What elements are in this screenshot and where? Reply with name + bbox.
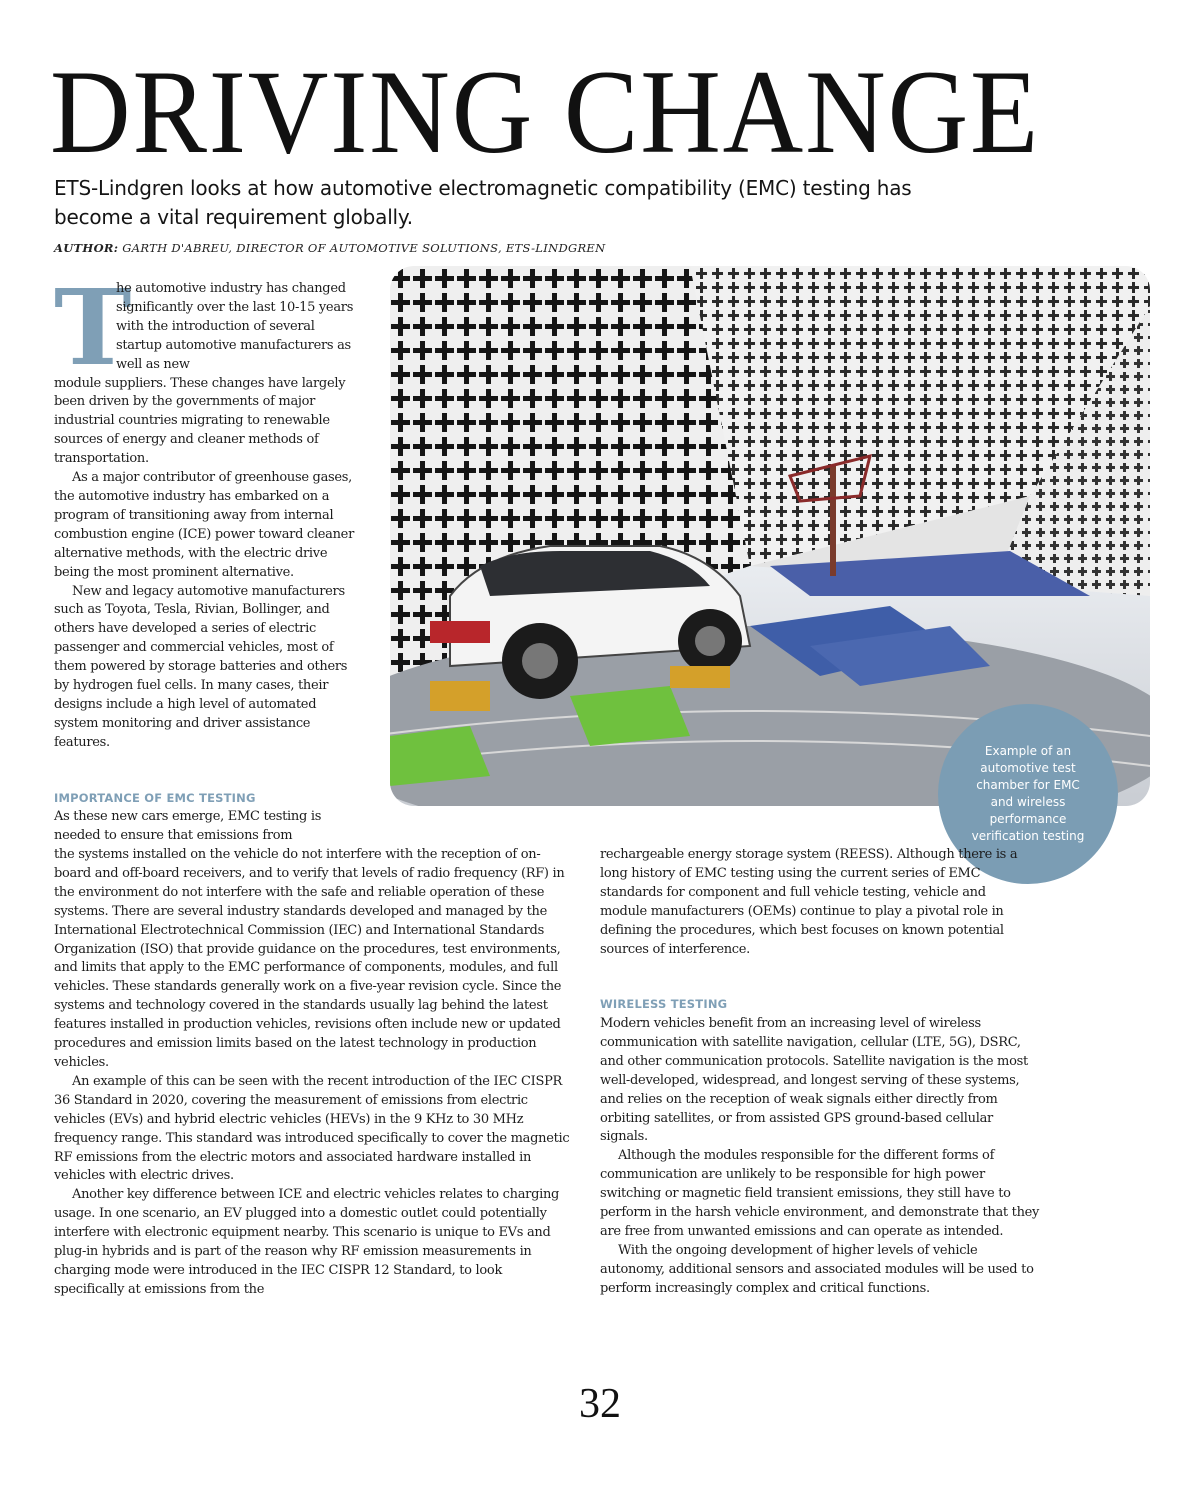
article-subtitle: ETS-Lindgren looks at how automotive electromagnetic compatibility (EMC) testing has become a vital requirement globally. bbox=[54, 176, 912, 229]
wireless-body bbox=[600, 1015, 1040, 1299]
intro-paragraph bbox=[54, 266, 364, 753]
intro-rest: module suppliers. These changes have largely been driven by the governments of major industrial countries migrating to renewable sources of energy and cleaner methods of transportation. bbox=[54, 375, 346, 467]
paragraph-3: New and legacy automotive manufacturers such as Toyota, Tesla, Rivian, Bollinger, and others have developed a series of electric passenger and commercial vehicles, most of them powered by storage batteries and others by hydrogen fuel cells. In many cases, their designs include a high level of automated system monitoring and driver assistance features. bbox=[54, 583, 348, 750]
paragraph-charging: Another key difference between ICE and electric vehicles relates to charging usage. In one scenario, an EV plugged into a domestic outlet could potentially interfere with electronic equipment nearby. This scenario is unique to EVs and plug-in hybrids and is part of the reason why RF emission measurements in charging mode were introduced in the IEC CISPR 12 Standard, to look specifically at emissions from the bbox=[54, 1187, 560, 1297]
page-number: 32 bbox=[579, 1381, 621, 1427]
emc-paragraph-start: As these new cars emerge, EMC testing is needed to ensure that emissions from bbox=[54, 809, 322, 843]
section-heading-wireless: WIRELESS TESTING bbox=[600, 997, 728, 1011]
wireless-paragraph-2: Although the modules responsible for the different forms of communication are unlikely to be responsible for high power switching or magnetic field transient emissions, they still have to perform in the harsh vehicle environment, and demonstrate that they are free from unwanted emissions and can operate as intended. bbox=[600, 1148, 1040, 1239]
wireless-paragraph-1: Modern vehicles benefit from an increasing level of wireless communication with satellite navigation, cellular (LTE, 5G), DSRC, and other communication protocols. Satellite navigation is the most well-developed, widespread, and longest serving of these systems, and relies on the reception of weak signals either directly from orbiting satellites, or from assisted GPS ground-based cellular signals. bbox=[600, 1016, 1028, 1145]
paragraph-cispr36: An example of this can be seen with the recent introduction of the IEC CISPR 36 Standard in 2020, covering the measurement of emissions from electric vehicles (EVs) and hybrid electric vehicles (HEVs) in the 9 KHz to 30 MHz frequency range. This standard was introduced specifically to cover the magnetic RF emissions from the electric motors and associated hardware installed in vehicles with electric drives. bbox=[54, 1073, 570, 1184]
right-column-body bbox=[600, 846, 1030, 959]
byline-label: AUTHOR: bbox=[54, 241, 119, 255]
photo-caption: Example of an automotive test chamber for EMC and wireless performance verification testing bbox=[971, 744, 1085, 843]
byline-text: GARTH D'ABREU, DIRECTOR OF AUTOMOTIVE SOLUTIONS, ETS-LINDGREN bbox=[122, 241, 606, 255]
emc-paragraph-continued: the systems installed on the vehicle do not interfere with the reception of on-board and off-board receivers, and to verify that levels of radio frequency (RF) in the environment do not interfere with the safe and reliable operation of these systems. There are several industry standards developed and managed by the International Electrotechnical Commission (IEC) and International Standards Organization (ISO) that provide guidance on the procedures, test environments, and limits that apply to the EMC performance of components, modules, and full vehicles. These standards generally work on a five-year revision cycle. Since the systems and technology covered in the standards usually lag behind the latest features installed in production vehicles, revisions often include new or updated procedures and emission limits based on the latest technology in production vehicles. bbox=[54, 847, 565, 1070]
drop-cap: T bbox=[54, 266, 132, 389]
byline bbox=[54, 241, 754, 255]
article-title: DRIVING CHANGE bbox=[50, 45, 1041, 178]
reess-paragraph: rechargeable energy storage system (REESS). Although there is a long history of EMC testing using the current series of EMC standards for component and full vehicle testing, vehicle and module manufacturers (OEMs) continue to play a pivotal role in defining the procedures, which best focuses on known potential sources of interference. bbox=[600, 847, 1018, 957]
paragraph-2: As a major contributor of greenhouse gases, the automotive industry has embarked on a program of transitioning away from internal combustion engine (ICE) power toward cleaner alternative methods, with the electric drive being the most prominent alternative. bbox=[54, 470, 354, 580]
intro-lead: he automotive industry has changed significantly over the last 10-15 years with the introduction of several startup automotive manufacturers as well as new bbox=[116, 281, 354, 372]
emc-body bbox=[54, 846, 576, 1300]
wireless-paragraph-3: With the ongoing development of higher levels of vehicle autonomy, additional sensors and associated modules will be used to perform increasingly complex and critical functions. bbox=[600, 1242, 1034, 1296]
section-heading-emc: IMPORTANCE OF EMC TESTING bbox=[54, 791, 256, 805]
